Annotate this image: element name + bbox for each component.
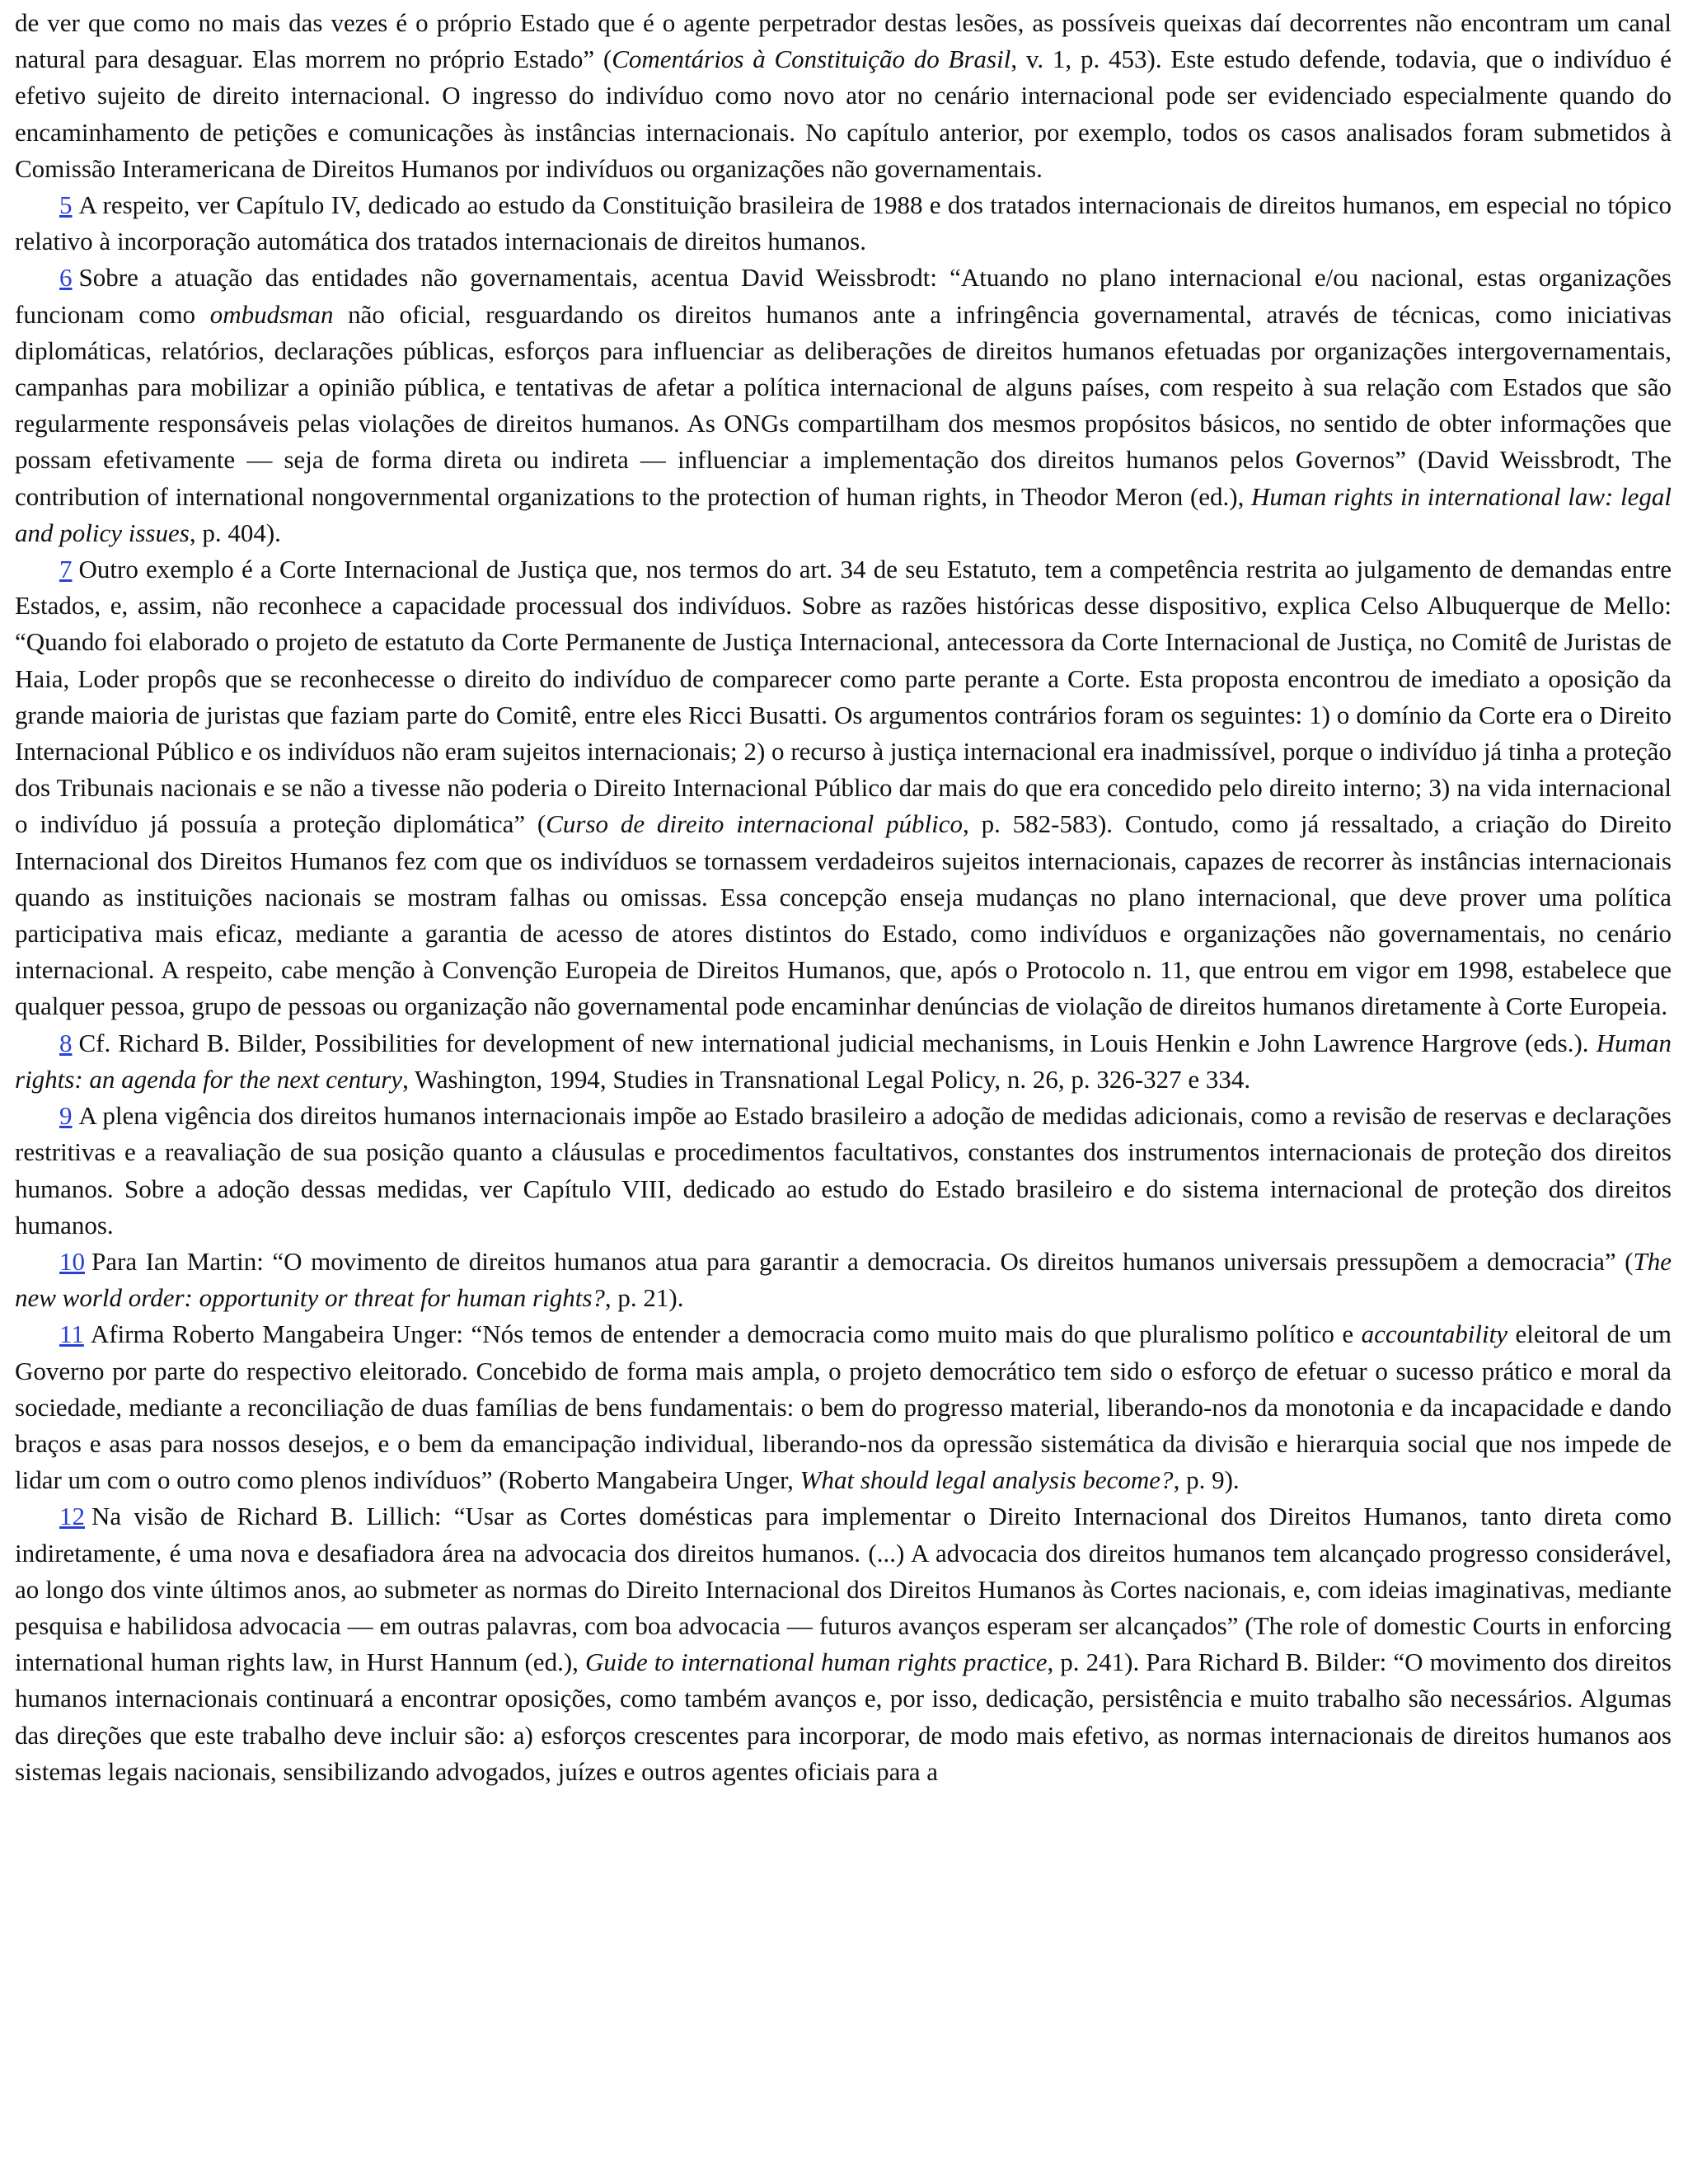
text-run: Sobre a atuação das entidades não governamentais, acentua David Weissbrodt: “Atuando no plano internacional e/ou nacional, estas organizações funcionam como: [15, 263, 1672, 329]
footnote: [15, 1498, 1672, 1790]
footnote-ref-link[interactable]: 11: [59, 1319, 84, 1349]
text-run: , Washington, 1994, Studies in Transnational Legal Policy, n. 26, p. 326-327 e 334.: [402, 1064, 1251, 1094]
text-run: Afirma Roberto Mangabeira Unger: “Nós temos de entender a democracia como muito mais do que pluralismo político e: [90, 1319, 1362, 1349]
footnote-ref-link[interactable]: 10: [59, 1246, 85, 1276]
italic-title: What should legal analysis become?: [799, 1465, 1174, 1495]
footnote-ref-link[interactable]: 5: [59, 190, 73, 220]
text-run: , p. 9).: [1173, 1465, 1240, 1495]
footnote: [15, 1316, 1672, 1498]
text-run: , p. 582-583). Contudo, como já ressaltado, a criação do Direito Internacional dos Direitos Humanos fez com que os indivíduos se tornassem verdadeiros sujeitos internacionais, capazes de recorrer às instâncias internacionais quando as instituições nacionais se mostram falhas ou omissas. Essa concepção enseja mudanças no plano internacional, que deve prover uma política participativa mais eficaz, mediante a garantia de acesso de atores distintos do Estado, como indivíduos e organizações não governamentais, no cenário internacional. A respeito, cabe menção à Convenção Europeia de Direitos Humanos, que, após o Protocolo n. 11, que entrou em vigor em 1998, estabelece que qualquer pessoa, grupo de pessoas ou organização não governamental pode encaminhar denúncias de violação de direitos humanos diretamente à Corte Europeia.: [15, 809, 1672, 1021]
italic-title: ombudsman: [209, 299, 334, 329]
text-run: Cf. Richard B. Bilder, Possibilities for development of new international judicial mechanisms, in Louis Henkin e John Lawrence Hargrove (eds.).: [78, 1028, 1597, 1057]
footnote-ref-link[interactable]: 7: [59, 555, 73, 584]
footnote: [15, 551, 1672, 1025]
text-run: A plena vigência dos direitos humanos internacionais impõe ao Estado brasileiro a adoção de medidas adicionais, como a revisão de reservas e declarações restritivas e a reavaliação de sua posição quanto a cláusulas e procedimentos facultativos, constantes dos instrumentos internacionais de proteção dos direitos humanos. Sobre a adoção dessas medidas, ver Capítulo VIII, dedicado ao estudo do Estado brasileiro e do sistema internacional de proteção dos direitos humanos.: [15, 1101, 1672, 1240]
footnote: [15, 1025, 1672, 1098]
footnote-ref-link[interactable]: 8: [59, 1028, 73, 1057]
text-run: , v. 1, p. 453). Este estudo defende, todavia, que o indivíduo é efetivo sujeito de direito internacional. O ingresso do indivíduo como novo ator no cenário internacional pode ser evidenciado especialmente quando do encaminhamento de petições e comunicações às instâncias internacionais. No capítulo anterior, por exemplo, todos os casos analisados foram submetidos à Comissão Interamericana de Direitos Humanos por indivíduos ou organizações não governamentais.: [15, 45, 1672, 183]
text-run: eleitoral de um Governo por parte do respectivo eleitorado. Concebido de forma mais ampla, o projeto democrático tem sido o esforço de efetuar o sucesso prático e moral da sociedade, mediante a reconciliação de duas famílias de bens fundamentais: o bem do progresso material, liberando-nos da monotonia e da incapacidade e dando braços e asas para nossos desejos, e o bem da emancipação individual, liberando-nos da opressão sistemática da divisão e hierarquia social que nos impede de lidar um com o outro como plenos indivíduos” (Roberto Mangabeira Unger,: [15, 1319, 1672, 1495]
footnote: [15, 187, 1672, 260]
text-run: , p. 21).: [604, 1283, 684, 1313]
italic-title: Human rights in international law: legal and policy issues: [15, 481, 1672, 547]
text-run: A respeito, ver Capítulo IV, dedicado ao estudo da Constituição brasileira de 1988 e dos tratados internacionais de direitos humanos, em especial no tópico relativo à incorporação automática dos tratados internacionais de direitos humanos.: [15, 190, 1672, 256]
footnote-ref-link[interactable]: 9: [59, 1101, 73, 1131]
text-run: Na visão de Richard B. Lillich: “Usar as Cortes domésticas para implementar o Direito Internacional dos Direitos Humanos, tanto direta como indiretamente, é uma nova e desafiadora área na advocacia dos direitos humanos. (...) A advocacia dos direitos humanos tem alcançado progresso considerável, ao longo dos vinte últimos anos, ao submeter as normas do Direito Internacional dos Direitos Humanos às Cortes nacionais, e, com ideias imaginativas, mediante pesquisa e habilidosa advocacia — em outras palavras, com boa advocacia — futuros avanços esperam ser alcançados” (The role of domestic Courts in enforcing international human rights law, in Hurst Hannum (ed.),: [15, 1502, 1672, 1677]
continued-paragraph: [15, 5, 1672, 187]
italic-title: Comentários à Constituição do Brasil: [612, 45, 1011, 74]
footnotes-list: [15, 187, 1672, 1790]
footnote: [15, 1244, 1672, 1316]
footnote: [15, 1098, 1672, 1244]
italic-title: Curso de direito internacional público: [546, 809, 964, 839]
footnote-ref-link[interactable]: 6: [59, 263, 73, 293]
italic-title: Guide to international human rights practice: [584, 1647, 1048, 1677]
text-run: , p. 241). Para Richard B. Bilder: “O movimento dos direitos humanos internacionais continuará a encontrar oposições, como também avanços e, por isso, dedicação, persistência e muito trabalho são necessários. Algumas das direções que este trabalho deve incluir são: a) esforços crescentes para incorporar, de modo mais efetivo, as normas internacionais de direitos humanos aos sistemas legais nacionais, sensibilizando advogados, juízes e outros agentes oficiais para a: [15, 1647, 1672, 1786]
footnote-ref-link[interactable]: 12: [59, 1502, 85, 1531]
text-run: Para Ian Martin: “O movimento de direitos humanos atua para garantir a democracia. Os direitos humanos universais pressupõem a democracia” (: [91, 1246, 1634, 1276]
text-run: não oficial, resguardando os direitos humanos ante a infringência governamental, através de técnicas, como iniciativas diplomáticas, relatórios, declarações públicas, esforços para influenciar as deliberações de direitos humanos efetuadas por organizações intergovernamentais, campanhas para mobilizar a opinião pública, e tentativas de afetar a política internacional de alguns países, com respeito à sua relação com Estados que são regularmente responsáveis pelas violações de direitos humanos. As ONGs compartilham dos mesmos propósitos básicos, no sentido de obter informações que possam efetivamente — seja de forma direta ou indireta — influenciar a implementação dos direitos humanos pelos Governos” (David Weissbrodt, The contribution of international nongovernmental organizations to the protection of human rights, in Theodor Meron (ed.),: [15, 299, 1672, 511]
text-run: , p. 404).: [189, 518, 281, 547]
footnote: [15, 260, 1672, 551]
text-run: de ver que como no mais das vezes é o próprio Estado que é o agente perpetrador destas lesões, as possíveis queixas daí decorrentes não encontram um canal natural para desaguar. Elas morrem no próprio Estado” (: [15, 8, 1672, 74]
italic-title: accountability: [1361, 1319, 1507, 1349]
document-page: [15, 5, 1672, 1790]
italic-title: The new world order: opportunity or threat for human rights?: [15, 1246, 1672, 1313]
text-run: Outro exemplo é a Corte Internacional de Justiça que, nos termos do art. 34 de seu Estatuto, tem a competência restrita ao julgamento de demandas entre Estados, e, assim, não reconhece a capacidade processual dos indivíduos. Sobre as razões históricas desse dispositivo, explica Celso Albuquerque de Mello: “Quando foi elaborado o projeto de estatuto da Corte Permanente de Justiça Internacional, antecessora da Corte Internacional de Justiça, no Comitê de Juristas de Haia, Loder propôs que se reconhecesse o direito do indivíduo de comparecer como parte perante a Corte. Esta proposta encontrou de imediato a oposição da grande maioria de juristas que faziam parte do Comitê, entre eles Ricci Busatti. Os argumentos contrários foram os seguintes: 1) o domínio da Corte era o Direito Internacional Público e os indivíduos não eram sujeitos internacionais; 2) o recurso à justiça internacional era inadmissível, porque o indivíduo já tinha a proteção dos Tribunais nacionais e se não a tivesse não poderia o Direito Internacional Público dar mais do que era concedido pelo direito interno; 3) na vida internacional o indivíduo já possuía a proteção diplomática” (: [15, 555, 1672, 839]
italic-title: Human rights: an agenda for the next century: [15, 1028, 1672, 1094]
